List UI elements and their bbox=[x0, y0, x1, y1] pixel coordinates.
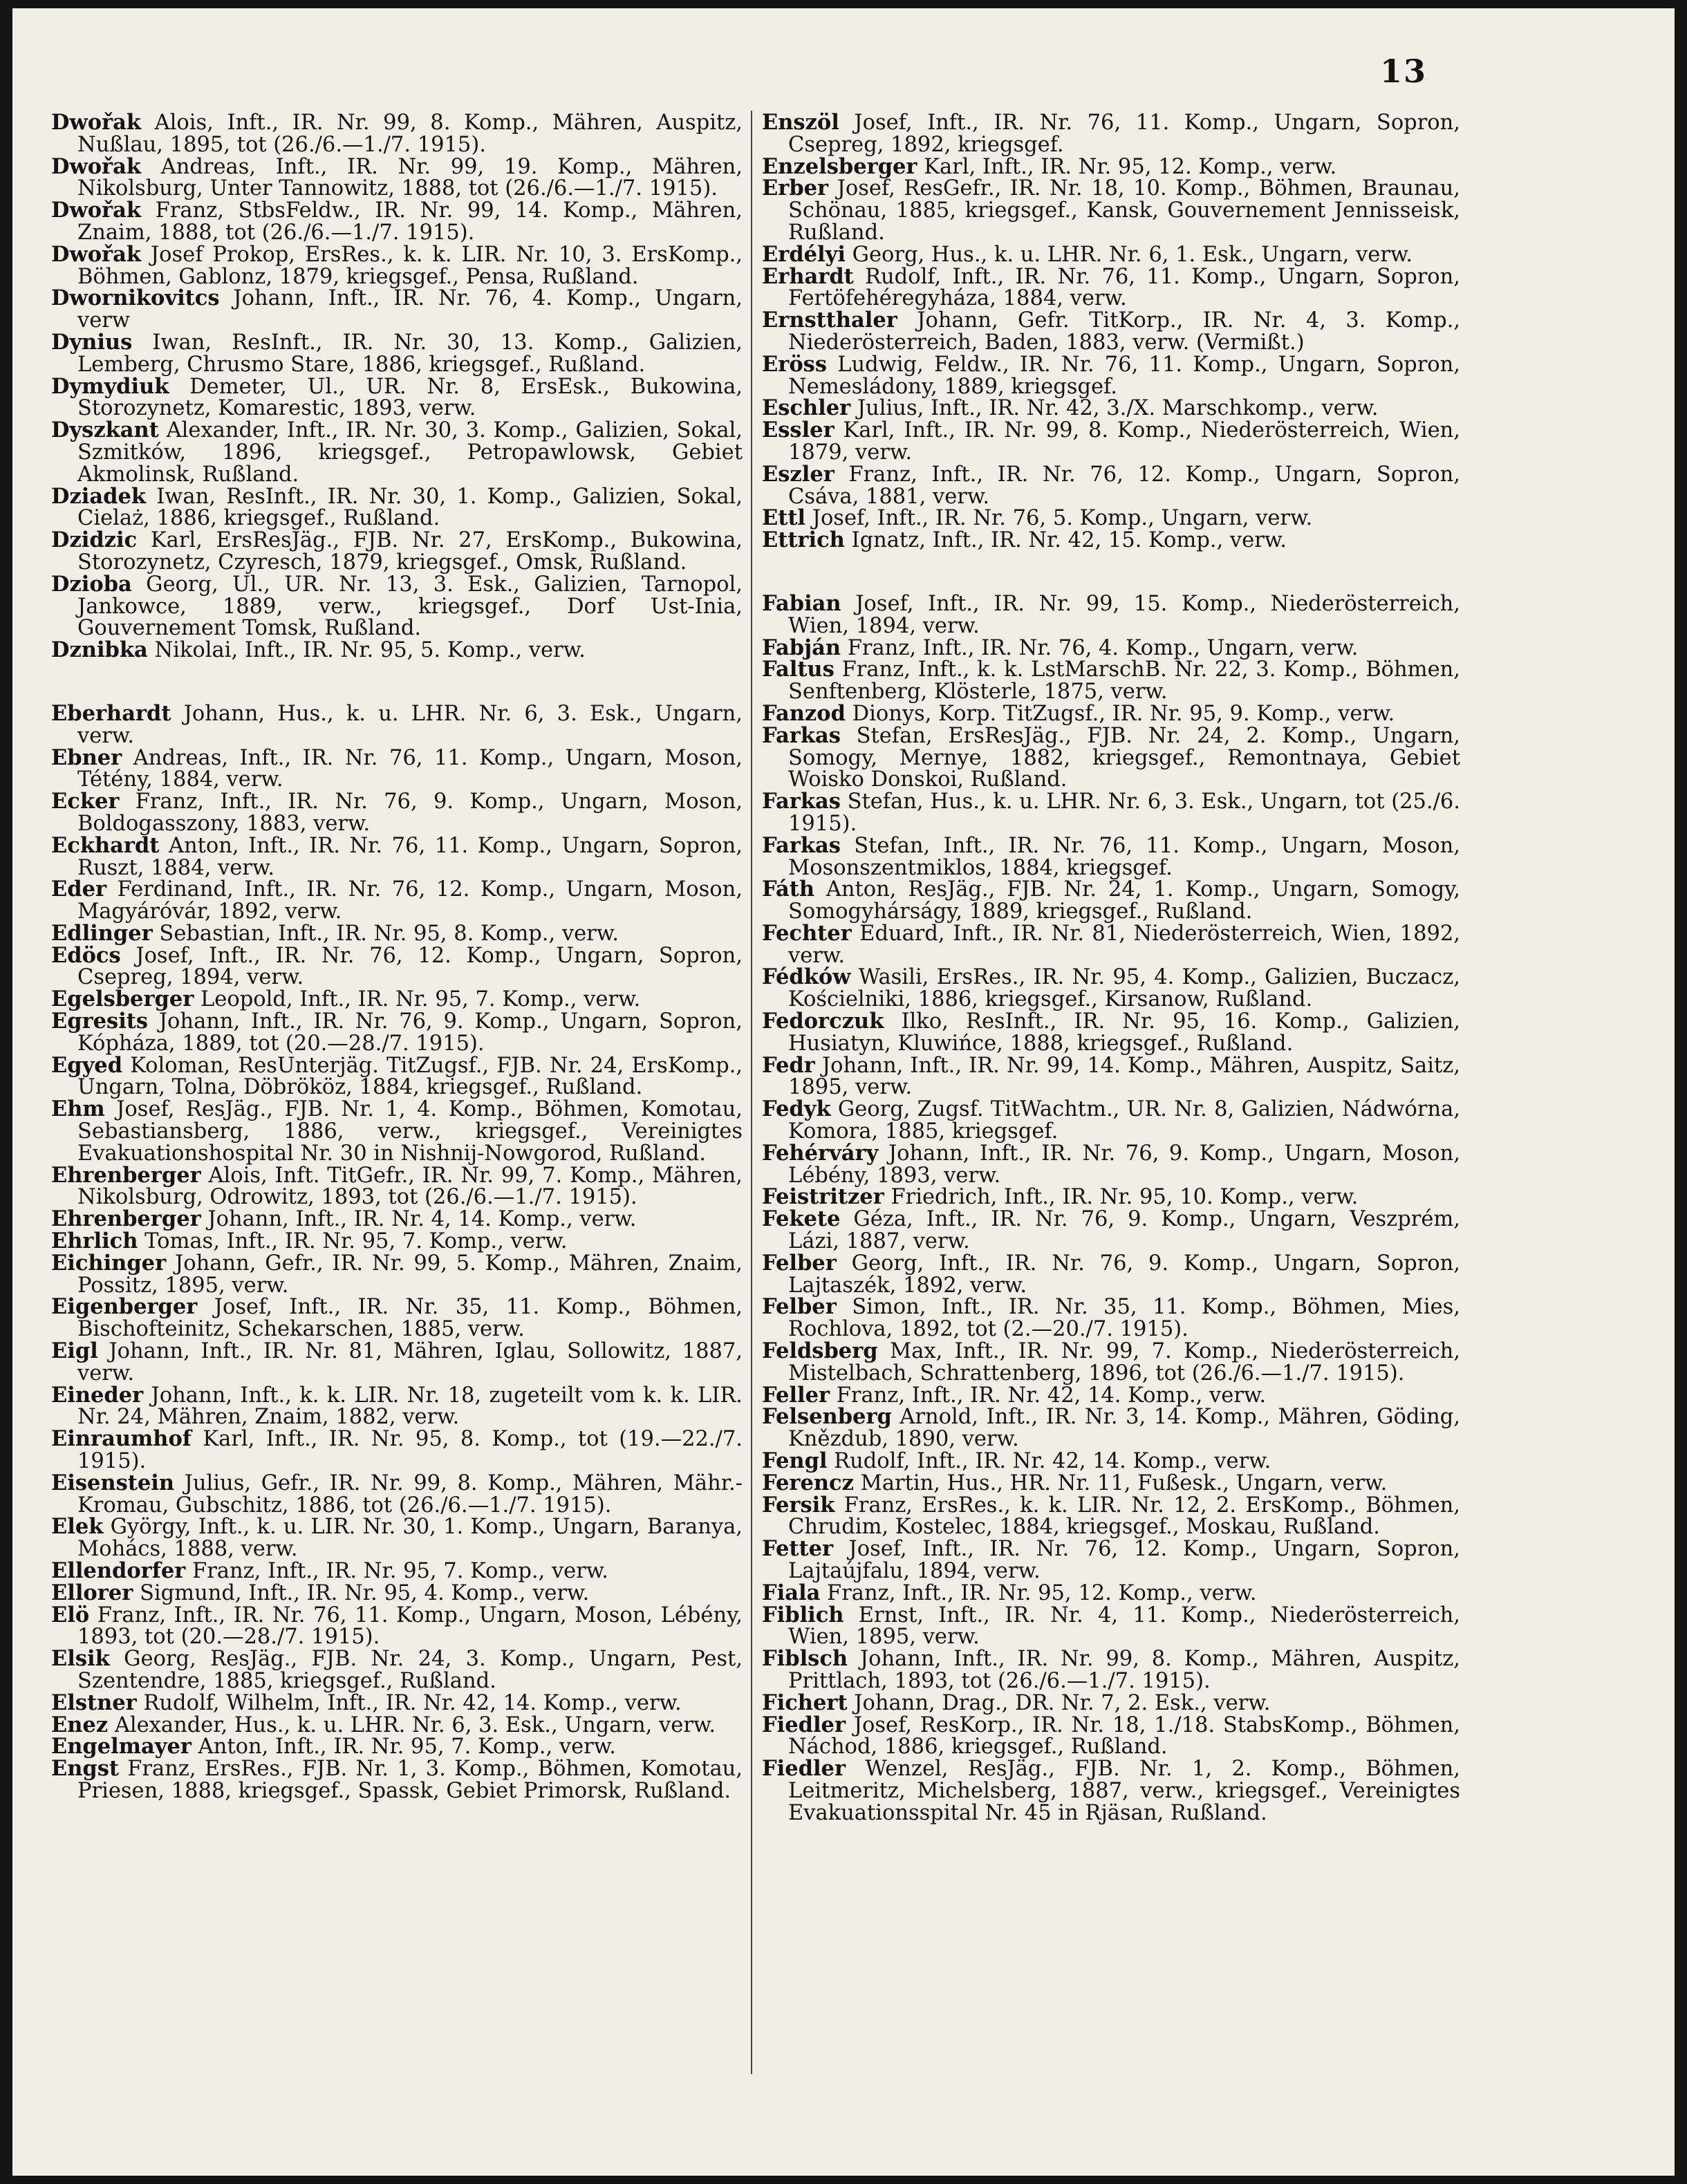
entry-details: Johann, Inft., IR. Nr. 4, 14. Komp., verw. bbox=[201, 1207, 637, 1232]
entry-details: Stefan, ErsResJäg., FJB. Nr. 24, 2. Komp., Ungarn, Somogy, Mernye, 1882, kriegsgef., Remontnaya, Gebiet Woisko Donskoi, Rußland. bbox=[788, 723, 1460, 792]
entry-details: Sebastian, Inft., IR. Nr. 95, 8. Komp., verw. bbox=[152, 921, 619, 946]
column-divider bbox=[751, 111, 752, 2074]
entry-details: Josef, ResJäg., FJB. Nr. 1, 4. Komp., Böhmen, Komotau, Sebastiansberg, 1886, verw., kriegsgef., Vereinigtes Evakuationshospital Nr. 30 in Nishnij-Nowgorod, Rußland. bbox=[77, 1097, 743, 1166]
entry-surname: Dyszkant bbox=[51, 418, 159, 443]
entry-surname: Eineder bbox=[51, 1382, 144, 1408]
entry-details: Georg, Ul., UR. Nr. 13, 3. Esk., Galizien, Tarnopol, Jankowce, 1889, verw., kriegsgef., Dorf Ust-Inia, Gouvernement Tomsk, Rußland. bbox=[77, 572, 743, 641]
entry-surname: Fengl bbox=[762, 1448, 828, 1474]
entry-details: Franz, ErsRes., k. k. LIR. Nr. 12, 2. ErsKomp., Böhmen, Chrudim, Kostelec, 1884, kriegsgef., Moskau, Rußland. bbox=[788, 1493, 1460, 1540]
entry-details: Franz, Inft., IR. Nr. 95, 12. Komp., verw. bbox=[820, 1580, 1257, 1605]
list-entry bbox=[762, 700, 1460, 726]
list-entry bbox=[762, 1052, 1460, 1100]
entry-surname: Erber bbox=[762, 176, 829, 201]
list-entry bbox=[51, 1011, 743, 1055]
list-entry bbox=[51, 832, 743, 880]
entry-surname: Feller bbox=[762, 1382, 830, 1408]
entry-surname: Ehm bbox=[51, 1096, 105, 1122]
entry-details: Ernst, Inft., IR. Nr. 4, 11. Komp., Niederösterreich, Wien, 1895, verw. bbox=[788, 1603, 1460, 1650]
entry-details: Johann, Inft., IR. Nr. 76, 9. Komp., Ungarn, Moson, Lébény, 1893, verw. bbox=[788, 1141, 1460, 1188]
entry-surname: Felsenberg bbox=[762, 1404, 892, 1430]
entry-details: Josef, ResKorp., IR. Nr. 18, 1./18. StabsKomp., Böhmen, Náchod, 1886, kriegsgef., Rußland. bbox=[788, 1712, 1460, 1760]
entry-details: Franz, Inft., IR. Nr. 95, 7. Komp., verw. bbox=[185, 1559, 608, 1583]
entry-surname: Fehérváry bbox=[762, 1140, 879, 1166]
entry-surname: Egyed bbox=[51, 1052, 123, 1078]
entry-surname: Dwornikovitcs bbox=[51, 286, 220, 311]
entry-surname: Elstner bbox=[51, 1690, 137, 1715]
entry-details: Koloman, ResUnterjäg. TitZugsf., FJB. Nr. 24, ErsKomp., Ungarn, Tolna, Döbrököz, 1884, kriegsgef., Rußland. bbox=[77, 1053, 743, 1100]
entry-details: Karl, Inft., IR. Nr. 99, 8. Komp., Niederösterreich, Wien, 1879, verw. bbox=[788, 418, 1460, 465]
list-entry bbox=[51, 1470, 743, 1518]
entry-details: Josef, Inft., IR. Nr. 76, 12. Komp., Ungarn, Sopron, Lajtaújfalu, 1894, verw. bbox=[788, 1537, 1460, 1583]
entry-details: Anton, Inft., IR. Nr. 76, 11. Komp., Ungarn, Sopron, Ruszt, 1884, verw. bbox=[77, 833, 743, 880]
entry-details: Rudolf, Wilhelm, Inft., IR. Nr. 42, 14. Komp., verw. bbox=[136, 1690, 682, 1715]
entry-surname: Farkas bbox=[762, 832, 841, 858]
list-entry bbox=[762, 832, 1460, 880]
entry-details: Stefan, Inft., IR. Nr. 76, 11. Komp., Ungarn, Moson, Mosonszentmiklos, 1884, kriegsgef. bbox=[788, 833, 1460, 880]
list-entry bbox=[762, 530, 1460, 552]
list-entry bbox=[762, 420, 1460, 464]
entry-surname: Ebner bbox=[51, 745, 122, 770]
entry-details: Georg, Inft., IR. Nr. 76, 9. Komp., Ungarn, Sopron, Lajtaszék, 1892, verw. bbox=[788, 1251, 1460, 1298]
list-entry bbox=[51, 153, 743, 201]
list-entry bbox=[51, 1231, 743, 1253]
entry-surname: Felber bbox=[762, 1250, 837, 1276]
entry-surname: Faltus bbox=[762, 657, 835, 682]
list-entry bbox=[762, 659, 1460, 703]
list-entry bbox=[762, 310, 1460, 354]
list-entry bbox=[762, 1250, 1460, 1298]
list-entry bbox=[51, 200, 743, 244]
entry-surname: Enszöl bbox=[762, 110, 839, 135]
entry-surname: Ellendorfer bbox=[51, 1558, 186, 1583]
list-entry bbox=[51, 1162, 743, 1210]
list-entry bbox=[51, 571, 743, 641]
entry-details: Johann, Gefr. TitKorp., IR. Nr. 4, 3. Komp., Niederösterreich, Baden, 1883, verw. (Vermißt.) bbox=[788, 308, 1460, 355]
document-page bbox=[12, 8, 1675, 2176]
entry-details: Andreas, Inft., IR. Nr. 76, 11. Komp., Ungarn, Moson, Tétény, 1884, verw. bbox=[77, 745, 743, 792]
entry-surname: Fabian bbox=[762, 590, 841, 616]
list-entry bbox=[762, 1602, 1460, 1650]
entry-surname: Dwořak bbox=[51, 110, 142, 135]
entry-details: Franz, Inft., IR. Nr. 76, 9. Komp., Ungarn, Moson, Boldogasszony, 1883, verw. bbox=[77, 790, 743, 836]
list-entry bbox=[762, 263, 1460, 311]
list-entry bbox=[51, 791, 743, 835]
list-entry bbox=[762, 153, 1460, 179]
list-entry bbox=[51, 1338, 743, 1385]
entry-surname: Dzidzic bbox=[51, 528, 138, 553]
entry-surname: Eigenberger bbox=[51, 1294, 198, 1320]
entry-details: Johann, Inft., IR. Nr. 81, Mähren, Iglau, Sollowitz, 1887, verw. bbox=[77, 1339, 743, 1385]
entry-details: Alois, Inft. TitGefr., IR. Nr. 99, 7. Komp., Mähren, Nikolsburg, Odrowitz, 1893, tot (26./6.—1./7. 1915). bbox=[77, 1163, 743, 1210]
right-column bbox=[762, 112, 1460, 1824]
entry-details: Max, Inft., IR. Nr. 99, 7. Komp., Niederösterreich, Mistelbach, Schrattenberg, 1896, tot (26./6.—1./7. 1915). bbox=[788, 1339, 1460, 1385]
entry-surname: Eichinger bbox=[51, 1250, 167, 1276]
entry-surname: Fetter bbox=[762, 1536, 834, 1562]
entry-details: Franz, Inft., IR. Nr. 76, 4. Komp., Ungarn, verw. bbox=[841, 635, 1359, 660]
entry-surname: Fekete bbox=[762, 1206, 841, 1232]
entry-surname: Fanzod bbox=[762, 700, 846, 726]
entry-details: Ilko, ResInft., IR. Nr. 95, 16. Komp., Galizien, Husiatyn, Kluwińce, 1888, kriegsgef., Rußland. bbox=[788, 1009, 1460, 1056]
entry-details: Leopold, Inft., IR. Nr. 95, 7. Komp., verw. bbox=[194, 987, 641, 1012]
entry-surname: Eszler bbox=[762, 461, 835, 487]
list-entry bbox=[51, 637, 743, 663]
entry-details: Ferdinand, Inft., IR. Nr. 76, 12. Komp., Ungarn, Moson, Magyáróvár, 1892, verw. bbox=[77, 877, 743, 924]
list-entry bbox=[51, 329, 743, 377]
entry-details: Friedrich, Inft., IR. Nr. 95, 10. Komp., verw. bbox=[884, 1185, 1359, 1210]
list-entry bbox=[51, 920, 743, 946]
entry-surname: Fersik bbox=[762, 1492, 835, 1518]
entry-details: Josef, Inft., IR. Nr. 76, 12. Komp., Ungarn, Sopron, Csepreg, 1894, verw. bbox=[77, 943, 743, 990]
list-entry bbox=[51, 1250, 743, 1298]
entry-surname: Dznibka bbox=[51, 637, 148, 663]
list-entry bbox=[762, 1096, 1460, 1144]
entry-surname: Eröss bbox=[762, 351, 828, 377]
section-gap bbox=[762, 552, 1460, 593]
list-entry bbox=[762, 351, 1460, 399]
entry-details: Alois, Inft., IR. Nr. 99, 8. Komp., Mähren, Auspitz, Nußlau, 1895, tot (26./6.—1./7. 1915). bbox=[77, 111, 743, 157]
entry-surname: Egelsberger bbox=[51, 987, 194, 1012]
list-entry bbox=[762, 722, 1460, 792]
entry-surname: Engelmayer bbox=[51, 1734, 192, 1760]
list-entry bbox=[762, 461, 1460, 509]
list-entry bbox=[762, 178, 1460, 243]
entry-surname: Ehrenberger bbox=[51, 1206, 201, 1232]
entry-surname: Feldsberg bbox=[762, 1338, 878, 1364]
list-entry bbox=[762, 1382, 1460, 1408]
list-entry bbox=[51, 1648, 743, 1692]
entry-surname: Fédków bbox=[762, 964, 851, 990]
entry-surname: Felber bbox=[762, 1294, 837, 1320]
entry-surname: Fiala bbox=[762, 1580, 821, 1605]
list-entry bbox=[51, 1560, 743, 1583]
entry-details: Dionys, Korp. TitZugsf., IR. Nr. 95, 9. Komp., verw. bbox=[845, 701, 1395, 726]
entry-surname: Ehrenberger bbox=[51, 1162, 201, 1188]
entry-details: Josef, Inft., IR. Nr. 76, 5. Komp., Ungarn, verw. bbox=[805, 506, 1313, 531]
list-entry bbox=[51, 1580, 743, 1605]
list-entry bbox=[762, 1492, 1460, 1540]
entry-surname: Dwořak bbox=[51, 241, 142, 267]
list-entry bbox=[51, 483, 743, 531]
list-entry bbox=[51, 747, 743, 792]
entry-details: Karl, ErsResJäg., FJB. Nr. 27, ErsKomp., Bukowina, Storozynetz, Czyresch, 1879, kriegsgef., Omsk, Rußland. bbox=[77, 528, 743, 575]
entry-surname: Enez bbox=[51, 1712, 109, 1737]
entry-details: Alexander, Hus., k. u. LHR. Nr. 6, 3. Esk., Ungarn, verw. bbox=[108, 1712, 716, 1737]
list-entry bbox=[51, 1516, 743, 1560]
list-entry bbox=[762, 1758, 1460, 1824]
list-entry bbox=[762, 1140, 1460, 1188]
entry-surname: Farkas bbox=[762, 789, 841, 814]
list-entry bbox=[51, 112, 743, 156]
entry-surname: Ernstthaler bbox=[762, 308, 897, 333]
list-entry bbox=[762, 1011, 1460, 1055]
entry-details: Johann, Inft., IR. Nr. 99, 8. Komp., Mähren, Auspitz, Prittlach, 1893, tot (26./6.—1./7. 1915). bbox=[788, 1647, 1460, 1693]
entry-details: Anton, Inft., IR. Nr. 95, 7. Komp., verw. bbox=[191, 1735, 616, 1760]
entry-details: Géza, Inft., IR. Nr. 76, 9. Komp., Ungarn, Veszprém, Lázi, 1887, verw. bbox=[788, 1207, 1460, 1254]
entry-surname: Fáth bbox=[762, 877, 815, 902]
entry-surname: Elsik bbox=[51, 1646, 110, 1672]
entry-details: Tomas, Inft., IR. Nr. 95, 7. Komp., verw. bbox=[138, 1229, 568, 1254]
entry-details: Simon, Inft., IR. Nr. 35, 11. Komp., Böhmen, Mies, Rochlova, 1892, tot (2.—20./7. 1915). bbox=[788, 1295, 1460, 1342]
entry-details: Julius, Gefr., IR. Nr. 99, 8. Komp., Mähren, Mähr.-Kromau, Gubschitz, 1886, tot (26./6.—1./7. 1915). bbox=[77, 1471, 743, 1518]
left-column bbox=[51, 112, 743, 1802]
list-entry bbox=[762, 1296, 1460, 1341]
entry-details: Josef Prokop, ErsRes., k. k. LIR. Nr. 10, 3. ErsKomp., Böhmen, Gablonz, 1879, kriegsgef., Pensa, Rußland. bbox=[77, 242, 743, 289]
list-entry bbox=[762, 1186, 1460, 1208]
list-entry bbox=[762, 590, 1460, 638]
entry-details: Johann, Inft., k. k. LIR. Nr. 18, zugeteilt vom k. k. LIR. Nr. 24, Mähren, Znaim, 1882, verw. bbox=[77, 1383, 743, 1430]
entry-details: Josef, Inft., IR. Nr. 35, 11. Komp., Böhmen, Bischofteinitz, Schekarschen, 1885, verw. bbox=[77, 1295, 743, 1342]
entry-details: Josef, Inft., IR. Nr. 76, 11. Komp., Ungarn, Sopron, Csepreg, 1892, kriegsgef. bbox=[788, 111, 1460, 157]
list-entry bbox=[762, 1338, 1460, 1385]
entry-surname: Erhardt bbox=[762, 263, 854, 289]
entry-surname: Edöcs bbox=[51, 942, 121, 968]
list-entry bbox=[51, 241, 743, 289]
list-entry bbox=[51, 1428, 743, 1473]
entry-surname: Fabján bbox=[762, 635, 841, 660]
entry-surname: Enzelsberger bbox=[762, 153, 917, 179]
entry-surname: Eschler bbox=[762, 395, 851, 421]
list-entry bbox=[51, 1296, 743, 1341]
entry-details: Iwan, ResInft., IR. Nr. 30, 1. Komp., Galizien, Sokal, Cielaż, 1886, kriegsgef., Rußland. bbox=[77, 484, 743, 531]
entry-details: Andreas, Inft., IR. Nr. 99, 19. Komp., Mähren, Nikolsburg, Unter Tannowitz, 1888, tot (26./6.—1./7. 1915). bbox=[77, 154, 743, 201]
entry-surname: Dymydiuk bbox=[51, 373, 169, 399]
entry-surname: Eberhardt bbox=[51, 700, 171, 726]
entry-surname: Fichert bbox=[762, 1690, 848, 1715]
list-entry bbox=[762, 1450, 1460, 1473]
list-entry bbox=[762, 112, 1460, 156]
list-entry bbox=[762, 1648, 1460, 1692]
entry-details: Franz, StbsFeldw., IR. Nr. 99, 14. Komp., Mähren, Znaim, 1888, tot (26./6.—1./7. 1915). bbox=[77, 198, 743, 245]
list-entry bbox=[762, 1692, 1460, 1715]
entry-surname: Essler bbox=[762, 418, 835, 443]
list-entry bbox=[762, 920, 1460, 968]
entry-surname: Elek bbox=[51, 1514, 104, 1540]
entry-surname: Fiblich bbox=[762, 1602, 844, 1627]
entry-details: Stefan, Hus., k. u. LHR. Nr. 6, 3. Esk., Ungarn, tot (25./6. 1915). bbox=[788, 790, 1460, 836]
list-entry bbox=[51, 1096, 743, 1166]
list-entry bbox=[51, 373, 743, 421]
list-entry bbox=[51, 530, 743, 574]
entry-details: Franz, Inft., IR. Nr. 42, 14. Komp., verw. bbox=[830, 1383, 1267, 1408]
entry-surname: Ehrlich bbox=[51, 1229, 138, 1254]
entry-details: Arnold, Inft., IR. Nr. 3, 14. Komp., Mähren, Göding, Knězdub, 1890, verw. bbox=[788, 1405, 1460, 1452]
entry-details: Anton, ResJäg., FJB. Nr. 24, 1. Komp., Ungarn, Somogy, Somogyhárságy, 1889, kriegsgef., Rußland. bbox=[788, 877, 1460, 924]
list-entry bbox=[762, 1580, 1460, 1605]
list-entry bbox=[51, 879, 743, 923]
entry-surname: Einraumhof bbox=[51, 1426, 192, 1452]
list-entry bbox=[51, 700, 743, 748]
list-entry bbox=[762, 1406, 1460, 1450]
list-entry bbox=[762, 637, 1460, 660]
entry-surname: Dwořak bbox=[51, 198, 142, 223]
list-entry bbox=[51, 989, 743, 1011]
list-entry bbox=[51, 1208, 743, 1231]
entry-surname: Edlinger bbox=[51, 920, 153, 946]
entry-details: Eduard, Inft., IR. Nr. 81, Niederösterreich, Wien, 1892, verw. bbox=[788, 921, 1460, 968]
entry-details: Johann, Hus., k. u. LHR. Nr. 6, 3. Esk., Ungarn, verw. bbox=[77, 701, 743, 748]
list-entry bbox=[762, 964, 1460, 1012]
list-entry bbox=[51, 1382, 743, 1430]
entry-surname: Egresits bbox=[51, 1009, 149, 1034]
entry-details: Johann, Inft., IR. Nr. 76, 9. Komp., Ungarn, Sopron, Kópháza, 1889, tot (20.—28./7. 1915). bbox=[77, 1009, 743, 1056]
entry-details: Rudolf, Inft., IR. Nr. 76, 11. Komp., Ungarn, Sopron, Fertöfehéregyháza, 1884, verw. bbox=[788, 264, 1460, 311]
entry-details: Johann, Inft., IR. Nr. 99, 14. Komp., Mähren, Auspitz, Saitz, 1895, verw. bbox=[788, 1053, 1460, 1100]
entry-details: Julius, Inft., IR. Nr. 42, 3./X. Marschkomp., verw. bbox=[850, 396, 1379, 421]
entry-surname: Erdélyi bbox=[762, 241, 846, 267]
list-entry bbox=[762, 241, 1460, 267]
list-entry bbox=[762, 507, 1460, 530]
entry-surname: Ferencz bbox=[762, 1470, 854, 1495]
page-number: 13 bbox=[1380, 53, 1428, 90]
entry-surname: Elö bbox=[51, 1602, 90, 1627]
list-entry bbox=[51, 942, 743, 990]
entry-surname: Feistritzer bbox=[762, 1184, 884, 1210]
list-entry bbox=[51, 420, 743, 485]
entry-details: Franz, Inft., k. k. LstMarschB. Nr. 22, 3. Komp., Böhmen, Senftenberg, Klösterle, 1875, verw. bbox=[788, 657, 1460, 704]
list-entry bbox=[762, 1470, 1460, 1495]
entry-surname: Eigl bbox=[51, 1338, 98, 1364]
list-entry bbox=[51, 288, 743, 332]
entry-details: Johann, Inft., IR. Nr. 76, 4. Komp., Ungarn, verw bbox=[77, 286, 743, 333]
entry-details: Karl, Inft., IR. Nr. 95, 12. Komp., verw. bbox=[917, 154, 1337, 179]
entry-surname: Fedyk bbox=[762, 1096, 831, 1122]
entry-details: Josef, Inft., IR. Nr. 99, 15. Komp., Niederösterreich, Wien, 1894, verw. bbox=[788, 591, 1460, 638]
entry-surname: Dziadek bbox=[51, 483, 146, 509]
section-gap bbox=[51, 662, 743, 703]
entry-details: Karl, Inft., IR. Nr. 95, 8. Komp., tot (19.—22./7. 1915). bbox=[77, 1427, 743, 1474]
entry-details: Franz, Inft., IR. Nr. 76, 12. Komp., Ungarn, Sopron, Csáva, 1881, verw. bbox=[788, 462, 1460, 509]
entry-surname: Dynius bbox=[51, 329, 133, 355]
entry-surname: Fechter bbox=[762, 920, 852, 946]
entry-surname: Ecker bbox=[51, 789, 120, 814]
entry-surname: Eisenstein bbox=[51, 1470, 175, 1495]
entry-details: Martin, Hus., HR. Nr. 11, Fußesk., Ungarn, verw. bbox=[853, 1471, 1388, 1495]
list-entry bbox=[762, 791, 1460, 835]
entry-details: Rudolf, Inft., IR. Nr. 42, 14. Komp., verw. bbox=[827, 1449, 1271, 1474]
entry-details: Wasili, ErsRes., IR. Nr. 95, 4. Komp., Galizien, Buczacz, Kościelniki, 1886, kriegsgef., Kirsanow, Rußland. bbox=[788, 965, 1460, 1012]
entry-surname: Dwořak bbox=[51, 153, 142, 179]
entry-surname: Farkas bbox=[762, 722, 841, 748]
entry-details: Demeter, Ul., UR. Nr. 8, ErsEsk., Bukowina, Storozynetz, Komarestic, 1893, verw. bbox=[77, 374, 743, 421]
entry-details: Josef, ResGefr., IR. Nr. 18, 10. Komp., Böhmen, Braunau, Schönau, 1885, kriegsgef., Kansk, Gouvernement Jennisseisk, Rußland. bbox=[788, 176, 1460, 245]
entry-surname: Ellorer bbox=[51, 1580, 133, 1605]
entry-surname: Eder bbox=[51, 877, 107, 902]
entry-surname: Fedr bbox=[762, 1052, 815, 1078]
entry-surname: Engst bbox=[51, 1756, 120, 1782]
entry-surname: Fiblsch bbox=[762, 1646, 848, 1672]
list-entry bbox=[51, 1712, 743, 1737]
entry-surname: Ettrich bbox=[762, 528, 845, 553]
entry-details: Georg, Zugsf. TitWachtm., UR. Nr. 8, Galizien, Nádwórna, Komora, 1885, kriegsgef. bbox=[788, 1097, 1460, 1144]
entry-details: György, Inft., k. u. LIR. Nr. 30, 1. Komp., Ungarn, Baranya, Mohács, 1888, verw. bbox=[77, 1515, 743, 1562]
entry-details: Sigmund, Inft., IR. Nr. 95, 4. Komp., verw. bbox=[133, 1580, 590, 1605]
entry-surname: Fiedler bbox=[762, 1756, 846, 1782]
entry-details: Georg, ResJäg., FJB. Nr. 24, 3. Komp., Ungarn, Pest, Szentendre, 1885, kriegsgef., Rußland. bbox=[77, 1647, 743, 1693]
entry-details: Ignatz, Inft., IR. Nr. 42, 15. Komp., verw. bbox=[844, 528, 1287, 553]
entry-details: Alexander, Inft., IR. Nr. 30, 3. Komp., Galizien, Sokal, Szmitków, 1896, kriegsgef., Petropawlowsk, Gebiet Akmolinsk, Rußland. bbox=[77, 418, 743, 487]
list-entry bbox=[51, 1692, 743, 1715]
entry-details: Iwan, ResInft., IR. Nr. 30, 13. Komp., Galizien, Lemberg, Chrusmo Stare, 1886, kriegsgef., Rußland. bbox=[77, 330, 743, 377]
entry-details: Franz, ErsRes., FJB. Nr. 1, 3. Komp., Böhmen, Komotau, Priesen, 1888, kriegsgef., Spassk, Gebiet Primorsk, Rußland. bbox=[77, 1757, 743, 1803]
entry-details: Georg, Hus., k. u. LHR. Nr. 6, 1. Esk., Ungarn, verw. bbox=[845, 242, 1413, 267]
entry-details: Franz, Inft., IR. Nr. 76, 11. Komp., Ungarn, Moson, Lébény, 1893, tot (20.—28./7. 1915). bbox=[77, 1603, 743, 1650]
list-entry bbox=[51, 1602, 743, 1650]
list-entry bbox=[51, 1052, 743, 1100]
entry-surname: Dzioba bbox=[51, 571, 132, 597]
list-entry bbox=[762, 395, 1460, 421]
entry-surname: Eckhardt bbox=[51, 832, 160, 858]
entry-surname: Fedorczuk bbox=[762, 1009, 884, 1034]
list-entry bbox=[51, 1758, 743, 1802]
entry-surname: Fiedler bbox=[762, 1712, 846, 1737]
list-entry bbox=[762, 1712, 1460, 1760]
list-entry bbox=[51, 1736, 743, 1758]
list-entry bbox=[762, 1538, 1460, 1583]
list-entry bbox=[762, 879, 1460, 923]
list-entry bbox=[762, 1208, 1460, 1253]
entry-details: Wenzel, ResJäg., FJB. Nr. 1, 2. Komp., Böhmen, Leitmeritz, Michelsberg, 1887, verw., kriegsgef., Vereinigtes Evakuationsspital Nr. 45 in Rjäsan, Rußland. bbox=[788, 1757, 1460, 1825]
entry-details: Ludwig, Feldw., IR. Nr. 76, 11. Komp., Ungarn, Sopron, Nemesládony, 1889, kriegsgef. bbox=[788, 352, 1460, 399]
entry-details: Johann, Gefr., IR. Nr. 99, 5. Komp., Mähren, Znaim, Possitz, 1895, verw. bbox=[77, 1251, 743, 1298]
entry-details: Nikolai, Inft., IR. Nr. 95, 5. Komp., verw. bbox=[147, 638, 586, 663]
entry-surname: Ettl bbox=[762, 505, 806, 531]
entry-details: Johann, Drag., DR. Nr. 7, 2. Esk., verw. bbox=[847, 1690, 1271, 1715]
